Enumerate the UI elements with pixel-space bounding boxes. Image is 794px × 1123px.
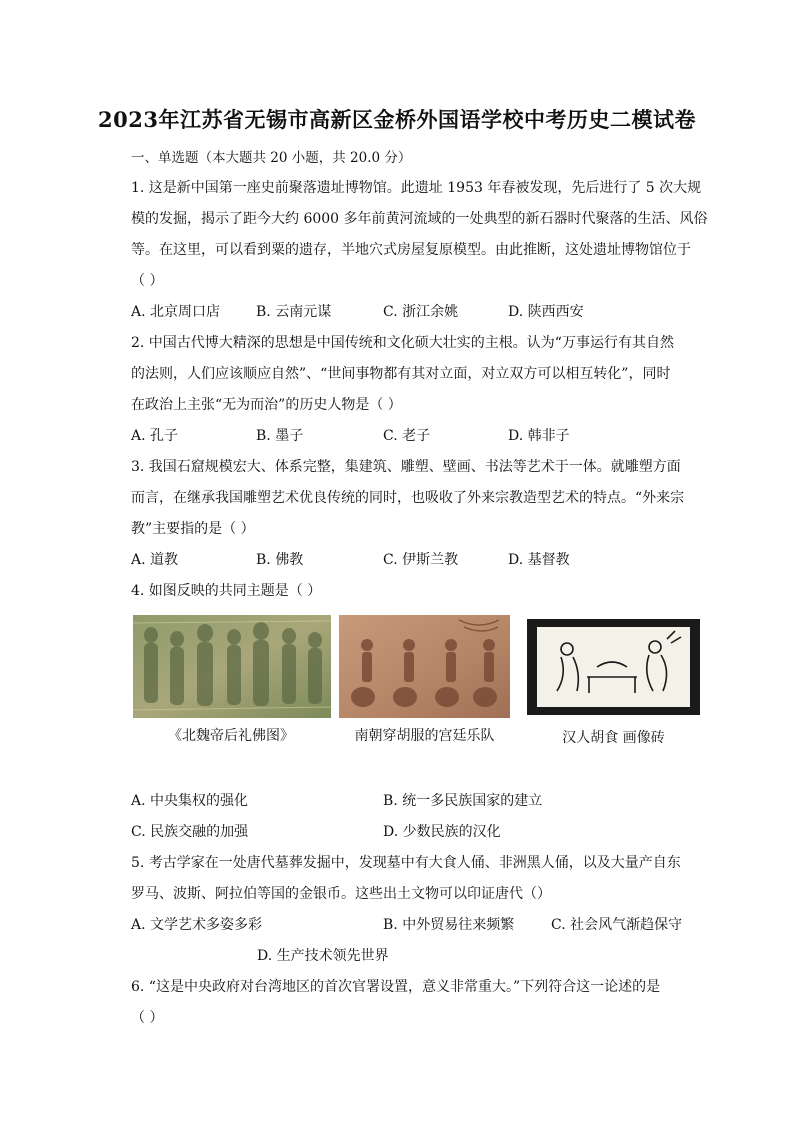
option-d: D. 生产技术领先世界 bbox=[257, 948, 389, 964]
option-c: C. 社会风气渐趋保守 bbox=[551, 917, 683, 933]
question-text-line: 6. “这是中央政府对台湾地区的首次官署设置，意义非常重大。”下列符合这一论述的是 bbox=[131, 979, 661, 995]
option-b: B. 佛教 bbox=[256, 552, 304, 568]
option-a: A. 中央集权的强化 bbox=[131, 793, 249, 809]
option-d: D. 少数民族的汉化 bbox=[383, 824, 501, 840]
question-text-line: 3. 我国石窟规模宏大、体系完整，集建筑、雕塑、壁画、书法等艺术于一体。就雕塑方面 bbox=[131, 459, 681, 475]
question-text-line: 的法则，人们应该顺应自然”、“世间事物都有其对立面，对立双方可以相互转化”，同时 bbox=[131, 366, 671, 382]
image-caption: 《北魏帝后礼佛图》 bbox=[168, 728, 294, 744]
option-c: C. 浙江余姚 bbox=[383, 304, 459, 320]
option-c: C. 老子 bbox=[383, 428, 431, 444]
option-a: A. 北京周口店 bbox=[131, 304, 221, 320]
question-text-line: 在政治上主张“无为而治”的历史人物是（ ） bbox=[131, 397, 402, 413]
option-d: D. 基督教 bbox=[508, 552, 570, 568]
option-d: D. 韩非子 bbox=[508, 428, 570, 444]
option-b: B. 墨子 bbox=[256, 428, 304, 444]
option-a: A. 孔子 bbox=[131, 428, 179, 444]
image-caption: 南朝穿胡服的宫廷乐队 bbox=[354, 728, 495, 744]
section-heading: 一、单选题（本大题共 20 小题，共 20.0 分） bbox=[131, 150, 412, 166]
question-text-line: 模的发掘，揭示了距今大约 6000 多年前黄河流域的一处典型的新石器时代聚落的生活、风俗 bbox=[131, 211, 708, 227]
stone-relief-image bbox=[133, 615, 331, 718]
question-text-line: 1. 这是新中国第一座史前聚落遗址博物馆。此遗址 1953 年春被发现，先后进行了 5 次大规 bbox=[131, 180, 702, 196]
option-a: A. 道教 bbox=[131, 552, 179, 568]
option-c: C. 民族交融的加强 bbox=[131, 824, 249, 840]
image-caption: 汉人胡食 画像砖 bbox=[562, 730, 665, 746]
option-a: A. 文学艺术多姿多彩 bbox=[131, 917, 263, 933]
question-text-line: 罗马、波斯、阿拉伯等国的金银币。这些出土文物可以印证唐代（） bbox=[131, 886, 551, 902]
question-text-line: 等。在这里，可以看到粟的遗存，半地穴式房屋复原模型。由此推断，这处遗址博物馆位于 bbox=[131, 242, 691, 258]
option-d: D. 陕西西安 bbox=[508, 304, 584, 320]
option-b: B. 云南元谋 bbox=[256, 304, 332, 320]
page-title: 2023年江苏省无锡市高新区金桥外国语学校中考历史二模试卷 bbox=[98, 107, 696, 132]
option-c: C. 伊斯兰教 bbox=[383, 552, 459, 568]
question-text-line: 5. 考古学家在一处唐代墓葬发掘中，发现墓中有大食人俑、非洲黑人俑，以及大量产自东 bbox=[131, 855, 681, 871]
option-b: B. 中外贸易往来频繁 bbox=[383, 917, 515, 933]
option-b: B. 统一多民族国家的建立 bbox=[383, 793, 543, 809]
question-text-line: 教”主要指的是（ ） bbox=[131, 521, 255, 537]
question-text-line: 2. 中国古代博大精深的思想是中国传统和文化硕大壮实的主根。认为“万事运行有其自然 bbox=[131, 335, 674, 351]
question-text-line: 4. 如图反映的共同主题是（ ） bbox=[131, 583, 322, 599]
question-text-line: 而言，在继承我国雕塑艺术优良传统的同时，也吸收了外来宗教造型艺术的特点。“外来宗 bbox=[131, 490, 685, 506]
question-text-line: （ ） bbox=[131, 1010, 164, 1026]
question-text-line: （ ） bbox=[131, 273, 164, 289]
brick-drawing-image bbox=[527, 619, 700, 715]
musician-relief-image bbox=[339, 615, 510, 718]
